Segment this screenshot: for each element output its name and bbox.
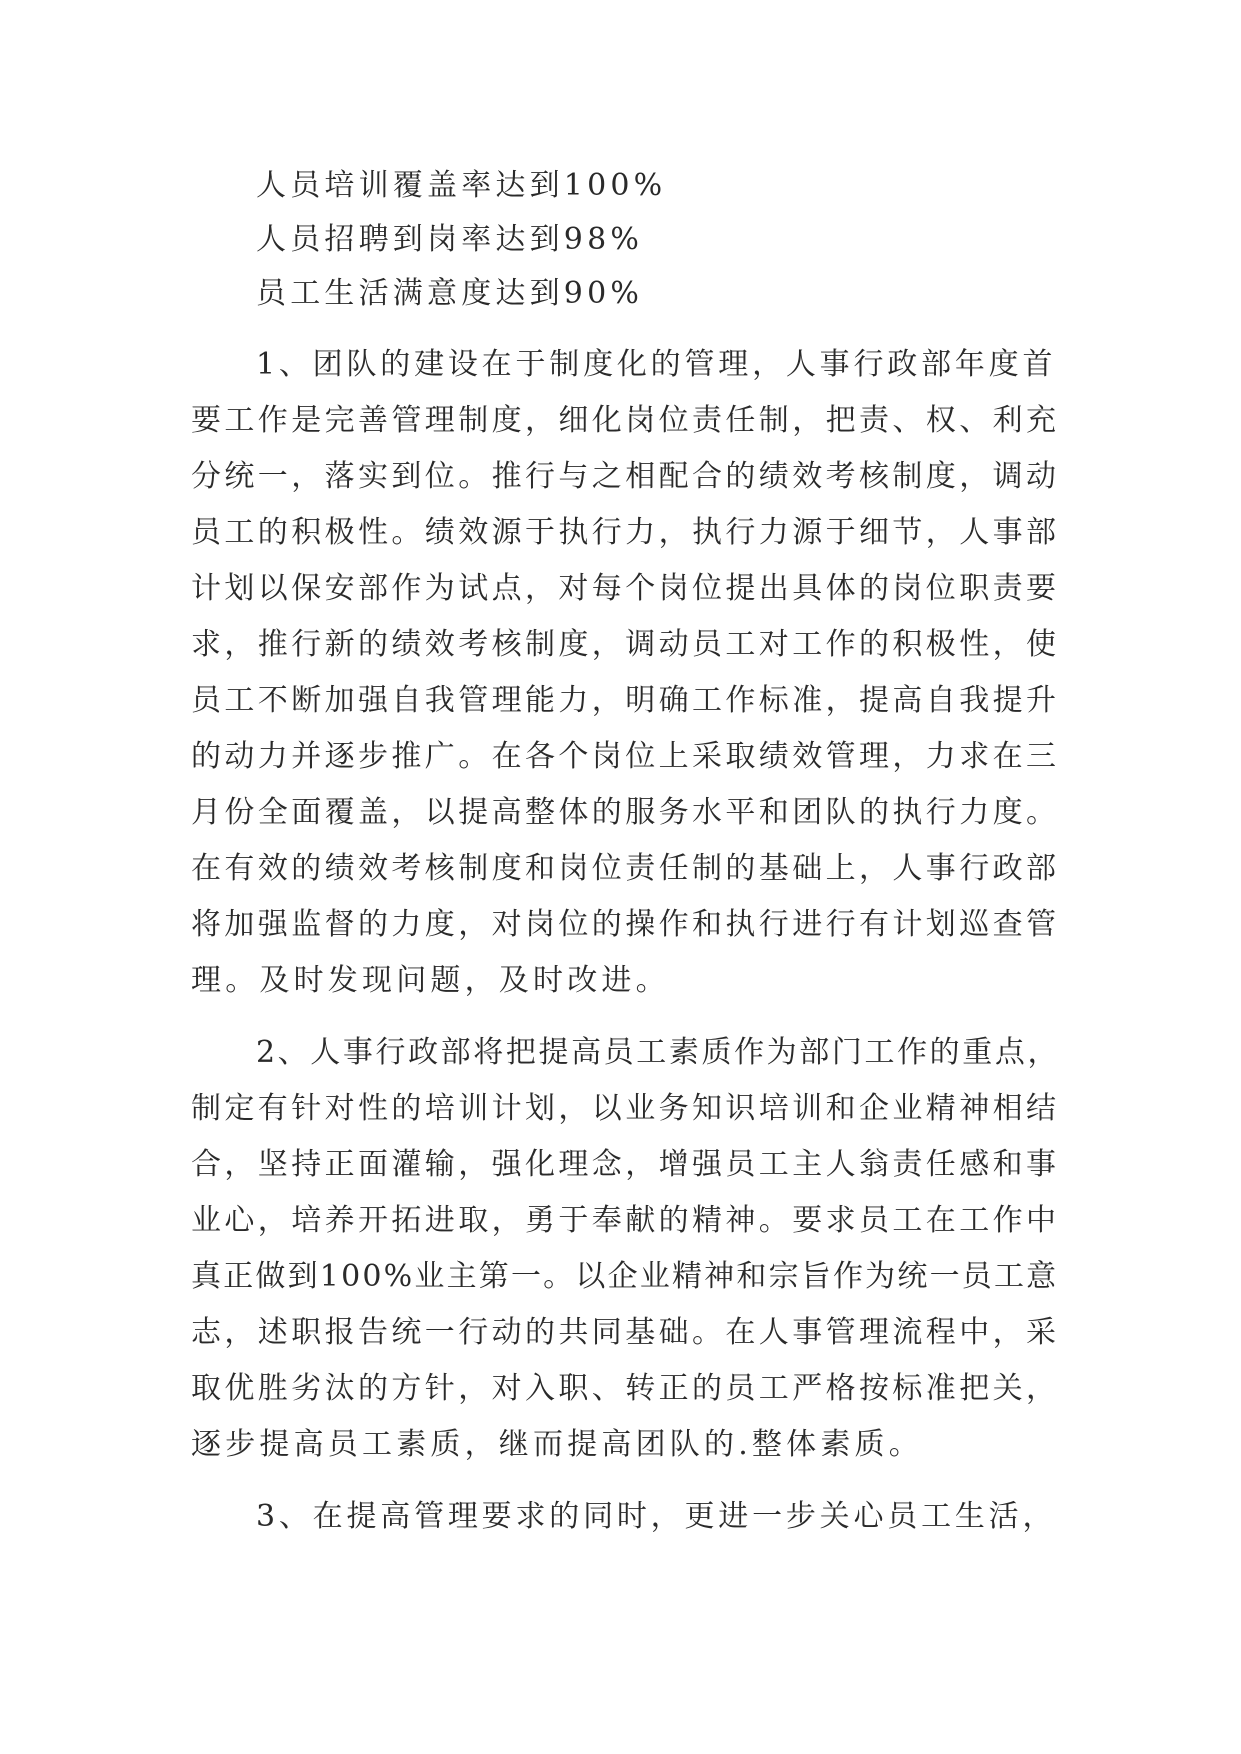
text-line: 人员培训覆盖率达到100%: [256, 168, 667, 203]
text-line: 员工生活满意度达到90%: [256, 276, 644, 311]
text-line: 将加强监督的力度，对岗位的操作和执行进行有计划巡查管: [191, 907, 1060, 942]
text-line: 员工的积极性。绩效源于执行力，执行力源于细节，人事部: [191, 515, 1060, 550]
text-line: 人员招聘到岗率达到98%: [256, 222, 644, 257]
text-line: 1、团队的建设在于制度化的管理，人事行政部年度首: [256, 347, 1057, 382]
text-line: 志，述职报告统一行动的共同基础。在人事管理流程中，采: [191, 1315, 1060, 1350]
text-line: 月份全面覆盖，以提高整体的服务水平和团队的执行力度。: [191, 795, 1060, 830]
text-line: 在有效的绩效考核制度和岗位责任制的基础上，人事行政部: [191, 851, 1060, 886]
text-line: 员工不断加强自我管理能力，明确工作标准，提高自我提升: [191, 683, 1060, 718]
text-line: 理。及时发现问题，及时改进。: [191, 963, 670, 998]
text-line: 要工作是完善管理制度，细化岗位责任制，把责、权、利充: [191, 403, 1060, 438]
text-line: 求，推行新的绩效考核制度，调动员工对工作的积极性，使: [191, 627, 1060, 662]
text-line: 合，坚持正面灌输，强化理念，增强员工主人翁责任感和事: [191, 1147, 1060, 1182]
text-line: 逐步提高员工素质，继而提高团队的.整体素质。: [191, 1427, 923, 1462]
text-line: 业心，培养开拓进取，勇于奉献的精神。要求员工在工作中: [191, 1203, 1060, 1238]
text-line: 3、在提高管理要求的同时，更进一步关心员工生活，: [256, 1499, 1057, 1534]
text-line: 分统一，落实到位。推行与之相配合的绩效考核制度，调动: [191, 459, 1060, 494]
text-line: 2、人事行政部将把提高员工素质作为部门工作的重点，: [256, 1035, 1061, 1070]
text-line: 取优胜劣汰的方针，对入职、转正的员工严格按标准把关，: [191, 1371, 1060, 1406]
text-line: 的动力并逐步推广。在各个岗位上采取绩效管理，力求在三: [191, 739, 1060, 774]
text-line: 真正做到100%业主第一。以企业精神和宗旨作为统一员工意: [191, 1259, 1059, 1294]
text-line: 制定有针对性的培训计划，以业务知识培训和企业精神相结: [191, 1091, 1060, 1126]
text-line: 计划以保安部作为试点，对每个岗位提出具体的岗位职责要: [191, 571, 1060, 606]
